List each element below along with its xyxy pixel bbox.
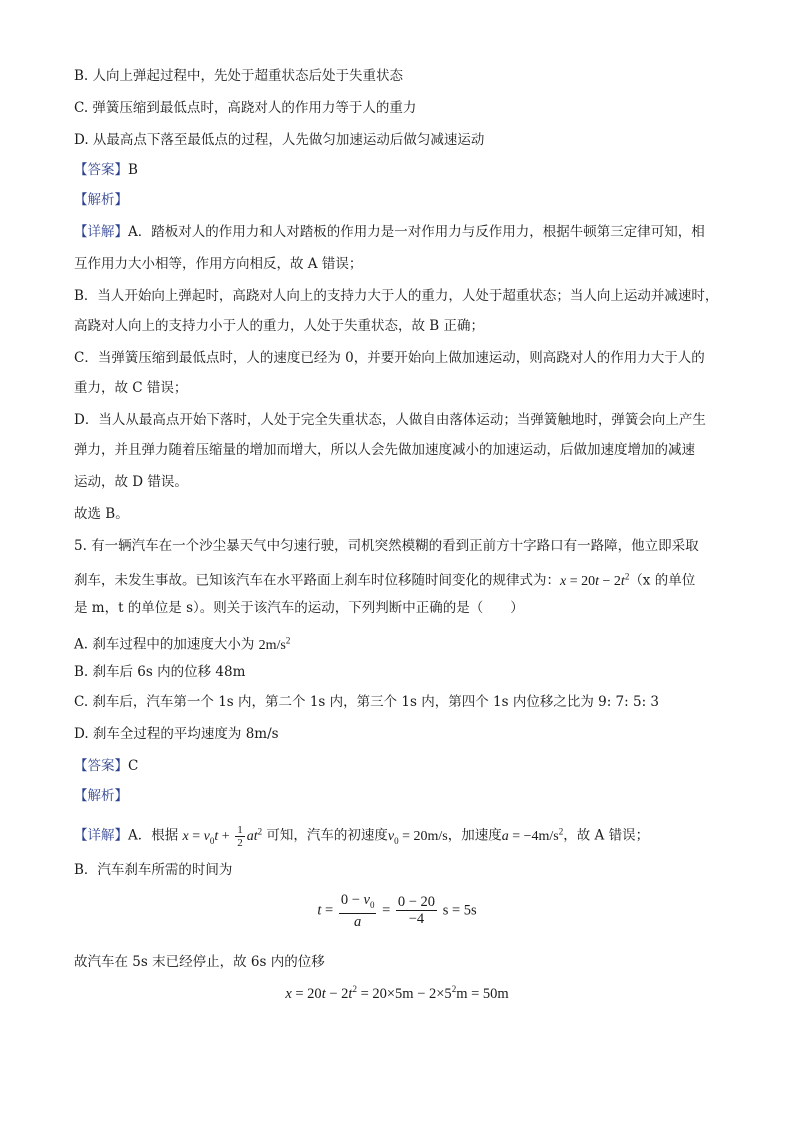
kinematics-formula: $x = v_0t$ + $\frac{1}{2}$ $at^2$ (182, 823, 263, 849)
detail-2-text-b: 可知，汽车的初速度 (266, 827, 388, 844)
detail-2-line-2: B．汽车刹车所需的时间为 (74, 862, 233, 878)
detail-line-3: B．当人开始向上弹起时，高跷对人向上的支持力大于人的重力，人处于超重状态；当人向上运动并减速时， (74, 288, 719, 304)
displacement-equation: $x = 20t - 2t^2 = 20\times 5m - 2\times 5^2m = 50m$ (285, 984, 509, 1002)
detail-tag-2: 【详解】 (74, 827, 128, 844)
answer-line-2 (74, 756, 724, 776)
displacement-formula: $x = 20t - 2t^2$ (560, 571, 630, 589)
acceleration-value: $a = -4m/s^2$ (501, 826, 564, 844)
detail-text: A．踏板对人的作用力和人对踏板的作用力是一对作用力与反作用力，根据牛顿第三定律可知，相 (128, 224, 705, 240)
option-a-text: A. 刹车过程中的加速度大小为 (74, 636, 259, 653)
detail-2-text-a: A．根据 (128, 827, 179, 844)
question-5-unit-note: （x 的单位 (629, 572, 696, 589)
answer-line (74, 160, 724, 180)
detail-line-7: D．当人从最高点开始下落时，人处于完全失重状态，人做自由落体运动；当弹簧触地时，弹簧会向上产生 (74, 412, 706, 428)
detail-2-line-1 (74, 816, 724, 849)
detail-line-2: 互作用力大小相等，作用方向相反，故 A 错误； (74, 256, 363, 272)
detail-line-1 (74, 222, 724, 242)
question-5-text: 刹车，未发生事故。已知该汽车在水平路面上刹车时位移随时间变化的规律式为： (74, 572, 560, 589)
time-fraction-1: $\frac{0 - v_0}{a}$ (340, 892, 375, 930)
detail-2-text-c: ，加速度 (447, 827, 502, 844)
answer-value-2: C (128, 758, 139, 774)
question-5-option-a (74, 630, 724, 656)
brake-time-equation: t = $\frac{0 - v_0}{a}$ = $\frac{0 - 20}{-4}$ s = 5s (317, 892, 477, 930)
half-fraction: $\frac{1}{2}$ (237, 823, 243, 849)
initial-velocity: $v_0 = 20m/s$ (387, 828, 448, 846)
question-5-line-3: 是 m，t 的单位是 s）。则关于该汽车的运动，下列判断中正确的是（ ） (74, 600, 524, 616)
question-5-option-d: D. 刹车全过程的平均速度为 8m/s (74, 726, 279, 742)
question-5-line-2 (74, 566, 724, 592)
detail-line-9: 运动，故 D 错误。 (74, 474, 188, 490)
time-fraction-2: $\frac{0 - 20}{-4}$ (397, 894, 436, 928)
question-5-option-c: C. 刹车后，汽车第一个 1s 内，第二个 1s 内，第三个 1s 内，第四个 1s 内位移之比为 9: 7: 5: 3 (74, 694, 659, 710)
option-a-value: $2m/s^2$ (258, 635, 291, 653)
answer-tag-2: 【答案】 (74, 758, 128, 774)
question-5-option-b: B. 刹车后 6s 内的位移 48m (74, 664, 246, 680)
option-b-text: B. 人向上弹起过程中，先处于超重状态后处于失重状态 (74, 68, 404, 84)
detail-line-6: 重力，故 C 错误； (74, 380, 188, 396)
option-c-text: C. 弹簧压缩到最低点时，高跷对人的作用力等于人的重力 (74, 100, 417, 116)
detail-2-line-3: 故汽车在 5s 末已经停止，故 6s 内的位移 (74, 954, 325, 970)
detail-line-5: C．当弹簧压缩到最低点时，人的速度已经为 0，并要开始向上做加速运动，则高跷对人的作用力大于人的 (74, 350, 705, 366)
option-d-text: D. 从最高点下落至最低点的过程，人先做匀加速运动后做匀减速运动 (74, 132, 485, 148)
detail-line-8: 弹力，并且弹力随着压缩量的增加而增大，所以人会先做加速度减小的加速运动，后做加速度增加的减速 (74, 442, 695, 458)
analysis-tag-2: 【解析】 (74, 788, 128, 804)
choice-line: 故选 B。 (74, 506, 129, 522)
detail-tag: 【详解】 (74, 224, 128, 240)
detail-line-4: 高跷对人向上的支持力小于人的重力，人处于失重状态，故 B 正确； (74, 318, 485, 334)
question-5-line-1: 5. 有一辆汽车在一个沙尘暴天气中匀速行驶，司机突然模糊的看到正前方十字路口有一路障，他立即采取 (74, 538, 699, 554)
answer-value: B (128, 162, 138, 178)
analysis-tag: 【解析】 (74, 192, 128, 208)
answer-tag: 【答案】 (74, 162, 128, 178)
detail-2-text-d: ，故 A 错误； (563, 827, 650, 844)
